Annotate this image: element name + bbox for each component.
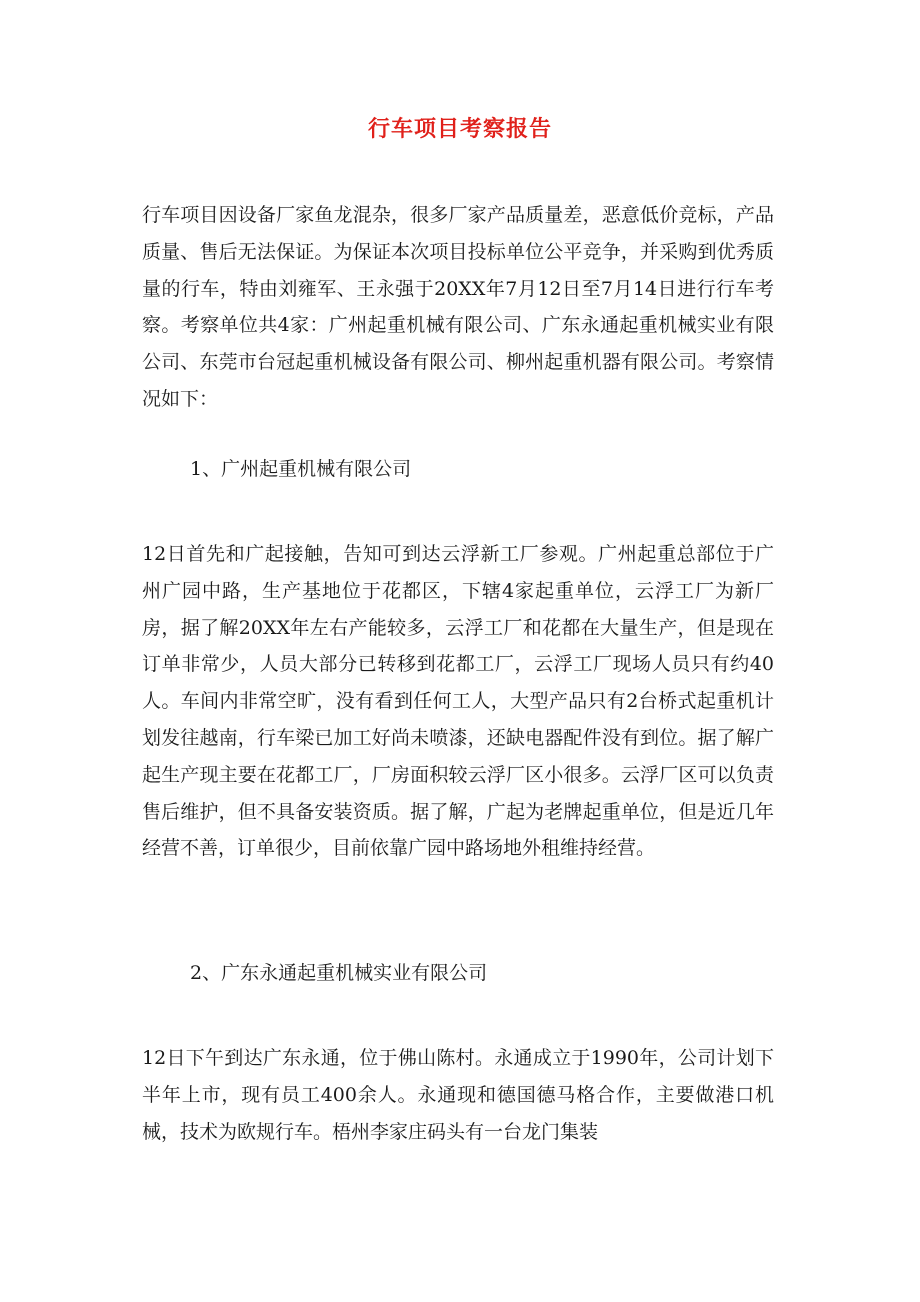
section-body-yongtong: 12日下午到达广东永通，位于佛山陈村。永通成立于1990年，公司计划下半年上市，现有员工400余人。永通现和德国德马格合作，主要做港口机械，技术为欧规行车。梧州李家庄码头有一台龙门集装 (142, 1047, 774, 1143)
section-heading-guangzhou: 1、广州起重机械有限公司 (190, 458, 412, 480)
section-body-guangzhou: 12日首先和广起接触，告知可到达云浮新工厂参观。广州起重总部位于广州广园中路，生产基地位于花都区，下辖4家起重单位，云浮工厂为新厂房，据了解20XX年左右产能较多，云浮工厂和花都在大量生产，但是现在订单非常少，人员大部分已转移到花都工厂，云浮工厂现场人员只有约40人。车间内非常空旷，没有看到任何工人，大型产品只有2台桥式起重机计划发往越南，行车梁已加工好尚未喷漆，还缺电器配件没有到位。据了解广起生产现主要在花都工厂，厂房面积较云浮厂区小很多。云浮厂区可以负责售后维护，但不具备安装资质。据了解，广起为老牌起重单位，但是近几年经营不善，订单很少，目前依靠广园中路场地外租维持经营。 (142, 543, 774, 860)
section-heading-yongtong: 2、广东永通起重机械实业有限公司 (190, 962, 488, 984)
intro-paragraph: 行车项目因设备厂家鱼龙混杂，很多厂家产品质量差，恶意低价竞标，产品质量、售后无法保证。为保证本次项目投标单位公平竞争，并采购到优秀质量的行车，特由刘雍军、王永强于20XX年7月12日至7月14日进行行车考察。考察单位共4家：广州起重机械有限公司、广东永通起重机械实业有限公司、东莞市台冠起重机械设备有限公司、柳州起重机器有限公司。考察情况如下： (142, 204, 774, 410)
document-title: 行车项目考察报告 (367, 116, 552, 142)
